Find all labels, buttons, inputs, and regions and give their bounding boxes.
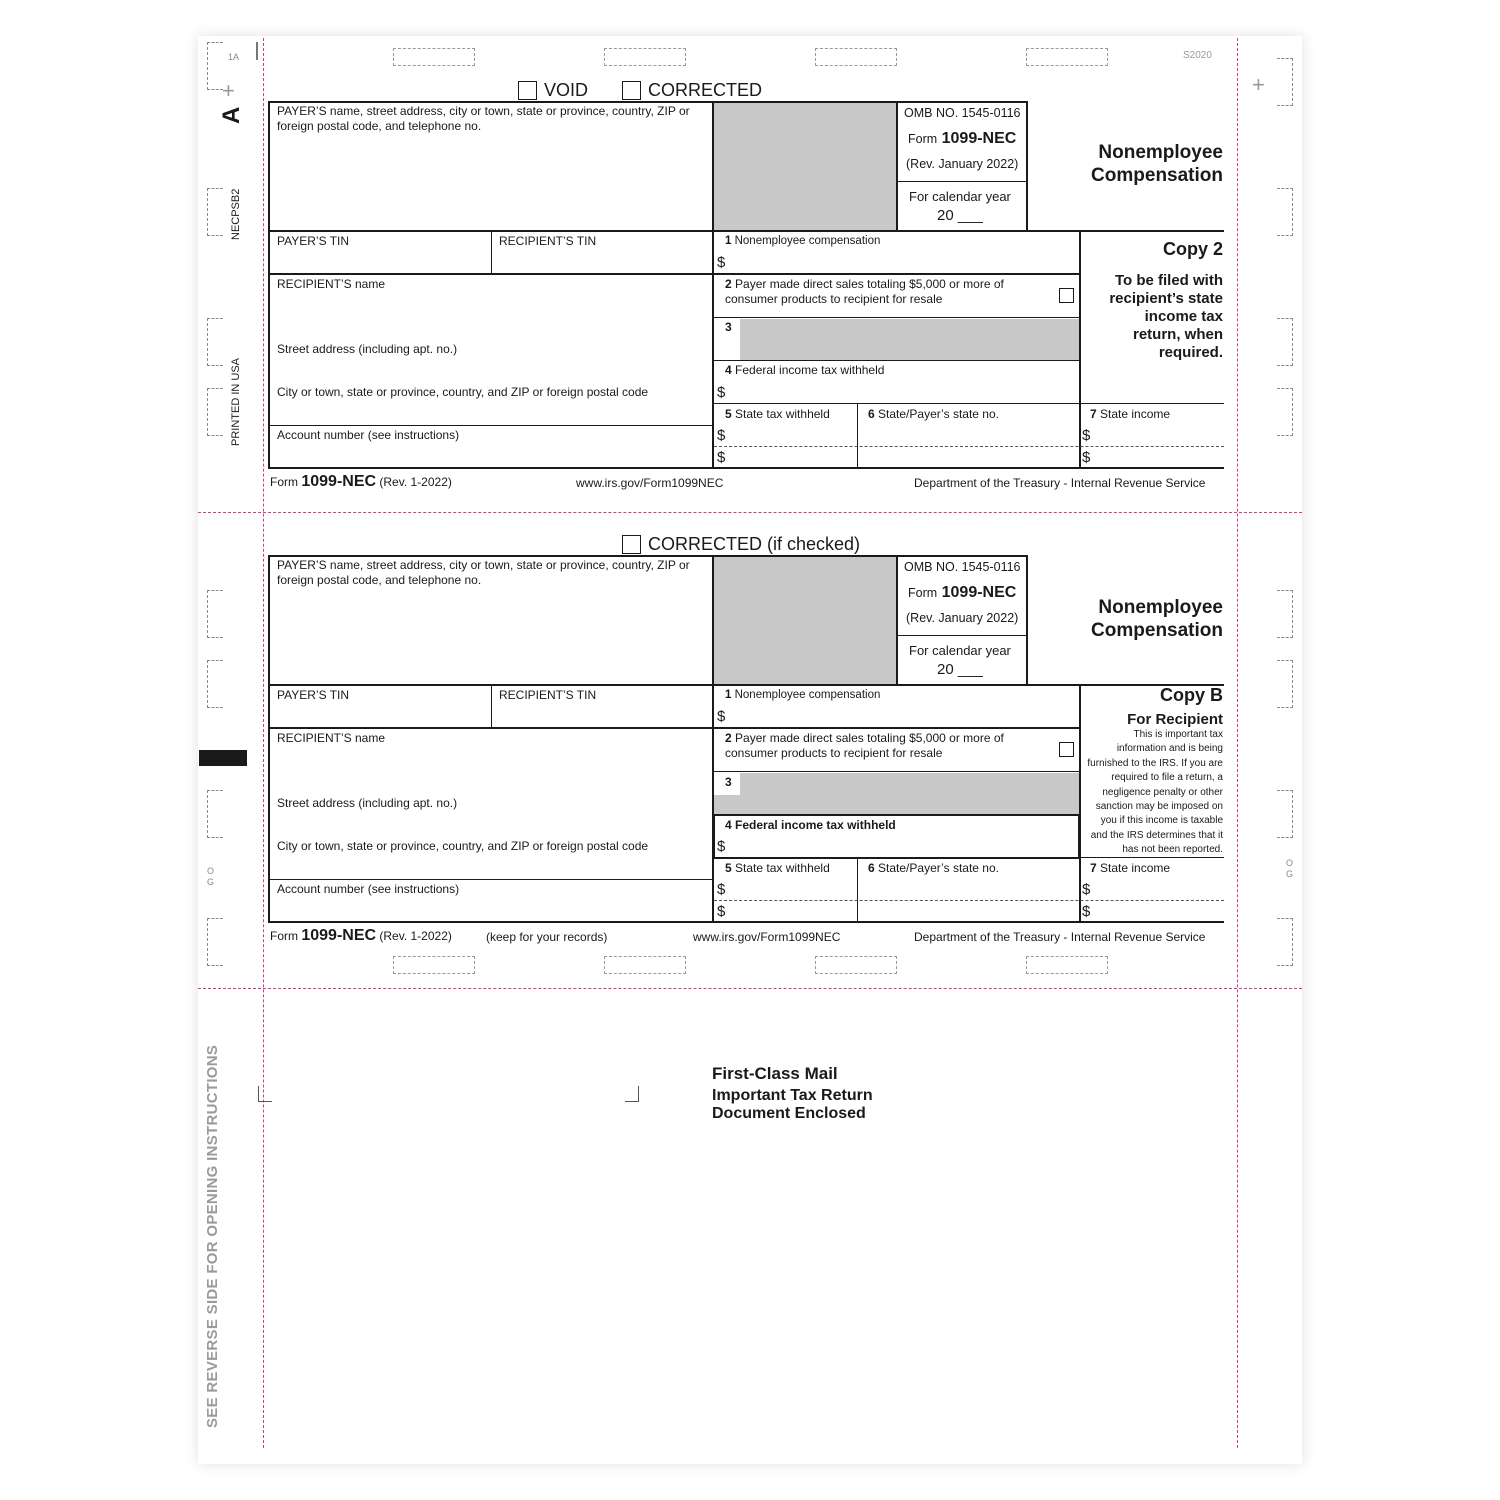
calendar-year-field[interactable]: 20 ___ [937, 661, 983, 678]
box5-dollar[interactable]: $ [717, 427, 726, 444]
copy-line: required. [1158, 344, 1223, 361]
box7-label [1090, 407, 1170, 422]
middle-divider [712, 101, 714, 469]
box7-dollar[interactable]: $ [1082, 427, 1091, 444]
box7-dollar[interactable]: $ [1082, 881, 1091, 898]
box5-dollar-2[interactable]: $ [717, 449, 726, 466]
copy-notice-line: you if this income is taxable [1100, 815, 1223, 827]
box7-number: 7 [1090, 407, 1097, 421]
box5-number: 5 [725, 861, 732, 875]
box2-checkbox[interactable] [1059, 288, 1074, 303]
box2-number: 2 [725, 277, 732, 291]
row-divider-account [268, 425, 714, 426]
corrected-checkbox[interactable] [622, 535, 641, 554]
omb-cal-divider [896, 181, 1027, 182]
omb-number: OMB NO. 1545-0116 [904, 560, 1021, 574]
box1-number: 1 [725, 689, 732, 701]
tin-divider [491, 684, 492, 728]
copy-title: Copy 2 [1162, 239, 1223, 259]
box7-label [1090, 861, 1170, 876]
right-margin-mark [1277, 188, 1293, 236]
state-dashed-line [714, 900, 1224, 901]
left-margin-mark [207, 188, 223, 236]
omb-right-border [1026, 101, 1028, 230]
footer-rev: (Rev. 1-2022) [379, 929, 452, 943]
registration-cross-left: + [222, 78, 235, 103]
form-number: 1099-NEC [941, 130, 1017, 147]
box7-text: State income [1100, 407, 1171, 421]
corner-bracket-right [625, 1086, 639, 1102]
form-name [908, 130, 1016, 148]
shaded-area [714, 102, 897, 230]
recipient-tin-label: RECIPIENT’S TIN [499, 688, 597, 702]
box6-label [868, 407, 999, 422]
box2-text: Payer made direct sales totaling $5,000 or more of consumer products to recipient for resale [725, 277, 1004, 306]
copy-notice [1082, 728, 1223, 858]
box3-number: 3 [725, 775, 732, 789]
bottom-perf-mark [393, 956, 475, 974]
box1-number: 1 [725, 235, 732, 247]
box1-label [725, 688, 880, 703]
box7-dollar-2[interactable]: $ [1082, 903, 1091, 920]
box4-number: 4 [725, 818, 732, 832]
footer-url: www.irs.gov/Form1099NEC [576, 476, 724, 490]
form-title [1030, 596, 1223, 642]
left-margin-mark [207, 660, 223, 708]
tin-divider [491, 230, 492, 274]
box2-checkbox[interactable] [1059, 742, 1074, 757]
box2-label [725, 277, 1035, 307]
copy-line: To be filed with [1114, 272, 1223, 289]
box4-dollar[interactable]: $ [717, 838, 726, 855]
left-margin-mark [207, 388, 223, 436]
box6-label [868, 861, 999, 876]
footer-form [270, 473, 452, 491]
perforation-right [1237, 38, 1238, 1448]
box4-label [725, 818, 896, 833]
row-divider-recipient [268, 273, 1080, 275]
side-code: NECPSB2 [230, 188, 242, 240]
row-divider-recipient [268, 727, 1080, 729]
copy-notice-line: negligence penalty or other [1102, 786, 1223, 798]
box1-label [725, 234, 880, 249]
form-title [1030, 141, 1223, 187]
corner-code: 1A [228, 52, 240, 62]
form-title-line2: Compensation [1091, 165, 1223, 186]
box1-dollar[interactable]: $ [717, 708, 726, 725]
top-border [268, 101, 1028, 103]
void-checkbox[interactable] [518, 81, 537, 100]
box6-text: State/Payer’s state no. [878, 861, 999, 875]
box5-text: State tax withheld [735, 407, 830, 421]
box7-dollar-2[interactable]: $ [1082, 449, 1091, 466]
calendar-year-field[interactable]: 20 ___ [937, 207, 983, 224]
payer-info-label: PAYER’S name, street address, city or town, state or province, country, ZIP or foreign postal code, and telephone no. [277, 104, 690, 133]
footer-rev: (Rev. 1-2022) [379, 475, 452, 489]
footer-form-number: 1099-NEC [301, 473, 377, 490]
top-perf-mark [393, 48, 475, 66]
bottom-perf-mark [815, 956, 897, 974]
omb-divider [896, 101, 898, 230]
box2-label [725, 731, 1035, 761]
row-divider-box3 [712, 317, 1080, 318]
form-prefix: Form [908, 132, 938, 146]
og-mark-left: O G [207, 866, 215, 887]
right-margin-mark [1277, 388, 1293, 436]
calendar-year-label: For calendar year [909, 189, 1011, 204]
footer-form-prefix: Form [270, 929, 298, 943]
form-title-line2: Compensation [1091, 620, 1223, 641]
perforation-bottom [198, 988, 1302, 989]
copy-notice-line: and the IRS determines that it [1090, 829, 1223, 841]
left-margin-mark [207, 918, 223, 966]
city-label: City or town, state or province, country, and ZIP or foreign postal code [277, 839, 649, 853]
corrected-checkbox[interactable] [622, 81, 641, 100]
copy-instructions [1084, 272, 1223, 362]
corrected-label: CORRECTED (if checked) [648, 534, 861, 554]
box6-number: 6 [868, 861, 875, 875]
right-margin-mark [1277, 790, 1293, 838]
form-revision: (Rev. January 2022) [906, 157, 1019, 171]
payer-info-field[interactable] [270, 135, 712, 230]
copy-divider [1079, 684, 1081, 923]
box3-number: 3 [725, 320, 732, 334]
mailer-enclosed-line: Document Enclosed [712, 1105, 866, 1122]
account-number-label: Account number (see instructions) [277, 428, 460, 442]
box6-number: 6 [868, 407, 875, 421]
omb-cal-divider [896, 635, 1027, 636]
right-margin-mark [1277, 660, 1293, 708]
bottom-perf-mark [1026, 956, 1108, 974]
copy-notice-line: This is important tax [1133, 729, 1223, 740]
box5-label [725, 861, 830, 876]
form-revision: (Rev. January 2022) [906, 611, 1019, 625]
box3-shaded [714, 795, 1080, 814]
recipient-name-label: RECIPIENT’S name [277, 731, 386, 745]
copy-notice-line: required to file a return, a [1111, 772, 1223, 784]
box5-number: 5 [725, 407, 732, 421]
bottom-perf-mark [604, 956, 686, 974]
box1-text: Nonemployee compensation [734, 689, 881, 701]
corrected-label: CORRECTED [648, 80, 763, 100]
payer-info-label: PAYER’S name, street address, city or town, state or province, country, ZIP or foreign postal code, and telephone no. [277, 558, 690, 587]
box4-number: 4 [725, 363, 732, 377]
top-perf-mark [604, 48, 686, 66]
copy-line: recipient’s state [1109, 290, 1223, 307]
right-margin-mark [1277, 58, 1293, 106]
box5-divider [857, 403, 858, 469]
copy-letter: A [218, 106, 245, 124]
left-margin-mark [207, 42, 223, 90]
stock-code: S2020 [1183, 50, 1212, 61]
footer-keep-note: (keep for your records) [486, 930, 608, 944]
copy-notice-line: furnished to the IRS. If you are [1087, 757, 1223, 769]
top-perf-mark [815, 48, 897, 66]
left-margin-mark [207, 590, 223, 638]
box3-shaded [740, 773, 1080, 795]
tick-left [256, 42, 258, 60]
mailer-important-line: Important Tax Return [712, 1087, 873, 1104]
form-title-line1: Nonemployee [1098, 142, 1223, 163]
box5-label [725, 407, 830, 422]
box6-text: State/Payer’s state no. [878, 407, 999, 421]
corner-bracket-left [258, 1086, 272, 1102]
box4-text: Federal income tax withheld [735, 363, 885, 377]
street-address-label: Street address (including apt. no.) [277, 342, 458, 356]
box1-dollar[interactable]: $ [717, 254, 726, 271]
footer-form-number: 1099-NEC [301, 927, 377, 944]
form-name [908, 584, 1016, 602]
box2-number: 2 [725, 731, 732, 745]
left-margin-mark [207, 790, 223, 838]
right-margin-mark [1277, 318, 1293, 366]
form-title-line1: Nonemployee [1098, 597, 1223, 618]
copy-subtitle: For Recipient [1127, 711, 1223, 728]
middle-divider [712, 555, 714, 923]
footer-department: Department of the Treasury - Internal Revenue Service [914, 476, 1206, 490]
footer-form-prefix: Form [270, 475, 298, 489]
box5-dollar-2[interactable]: $ [717, 903, 726, 920]
reverse-side-note: SEE REVERSE SIDE FOR OPENING INSTRUCTIONS [204, 1044, 221, 1428]
row-divider-account [268, 879, 714, 880]
city-label: City or town, state or province, country, and ZIP or foreign postal code [277, 385, 649, 399]
box7-number: 7 [1090, 861, 1097, 875]
form-number: 1099-NEC [941, 584, 1017, 601]
copy-line: return, when [1132, 326, 1223, 343]
perforation-left [263, 38, 264, 1448]
box2-text: Payer made direct sales totaling $5,000 or more of consumer products to recipient for resale [725, 731, 1004, 760]
omb-right-border [1026, 555, 1028, 684]
row-divider-box5 [712, 403, 1224, 404]
row-divider-box3 [712, 771, 1080, 772]
footer-department: Department of the Treasury - Internal Revenue Service [914, 930, 1206, 944]
form-prefix: Form [908, 586, 938, 600]
black-marker-bar [199, 750, 247, 766]
calendar-year-label: For calendar year [909, 643, 1011, 658]
box1-text: Nonemployee compensation [734, 235, 881, 247]
box4-dollar[interactable]: $ [717, 384, 726, 401]
top-perf-mark [1026, 48, 1108, 66]
og-mark-right: O G [1286, 858, 1294, 879]
right-margin-mark [1277, 918, 1293, 966]
payer-tin-label: PAYER’S TIN [277, 688, 350, 702]
perforation-top [198, 512, 1302, 513]
omb-divider [896, 555, 898, 684]
copy-line: income tax [1144, 308, 1223, 325]
recipient-tin-label: RECIPIENT’S TIN [499, 234, 597, 248]
printed-in-usa: PRINTED IN USA [230, 357, 242, 446]
omb-number: OMB NO. 1545-0116 [904, 106, 1021, 120]
box7-text: State income [1100, 861, 1171, 875]
box3-shaded [740, 319, 1080, 360]
right-margin-mark [1277, 590, 1293, 638]
box5-dollar[interactable]: $ [717, 881, 726, 898]
copy-title: Copy B [1160, 685, 1223, 705]
state-dashed-line [714, 446, 1224, 447]
box4-label [725, 363, 884, 378]
box5-text: State tax withheld [735, 861, 830, 875]
recipient-name-label: RECIPIENT’S name [277, 277, 386, 291]
account-number-label: Account number (see instructions) [277, 882, 460, 896]
registration-cross-right: + [1252, 72, 1265, 97]
row-divider-box4 [712, 360, 1080, 361]
void-label: VOID [544, 80, 589, 100]
payer-info-field[interactable] [270, 590, 712, 684]
footer-url: www.irs.gov/Form1099NEC [693, 930, 841, 944]
payer-tin-label: PAYER’S TIN [277, 234, 350, 248]
copy-notice-line: information and is being [1116, 743, 1223, 755]
box4-text: Federal income tax withheld [735, 818, 896, 832]
left-margin-mark [207, 318, 223, 366]
copy-notice-line: sanction may be imposed on [1095, 801, 1223, 813]
street-address-label: Street address (including apt. no.) [277, 796, 458, 810]
copy-notice-line: has not been reported. [1122, 844, 1223, 856]
footer-form [270, 927, 452, 945]
copy-divider [1079, 230, 1081, 469]
top-border [268, 555, 1028, 557]
box5-divider [857, 857, 858, 923]
shaded-area [714, 556, 897, 684]
mailer-first-class: First-Class Mail [712, 1064, 838, 1083]
